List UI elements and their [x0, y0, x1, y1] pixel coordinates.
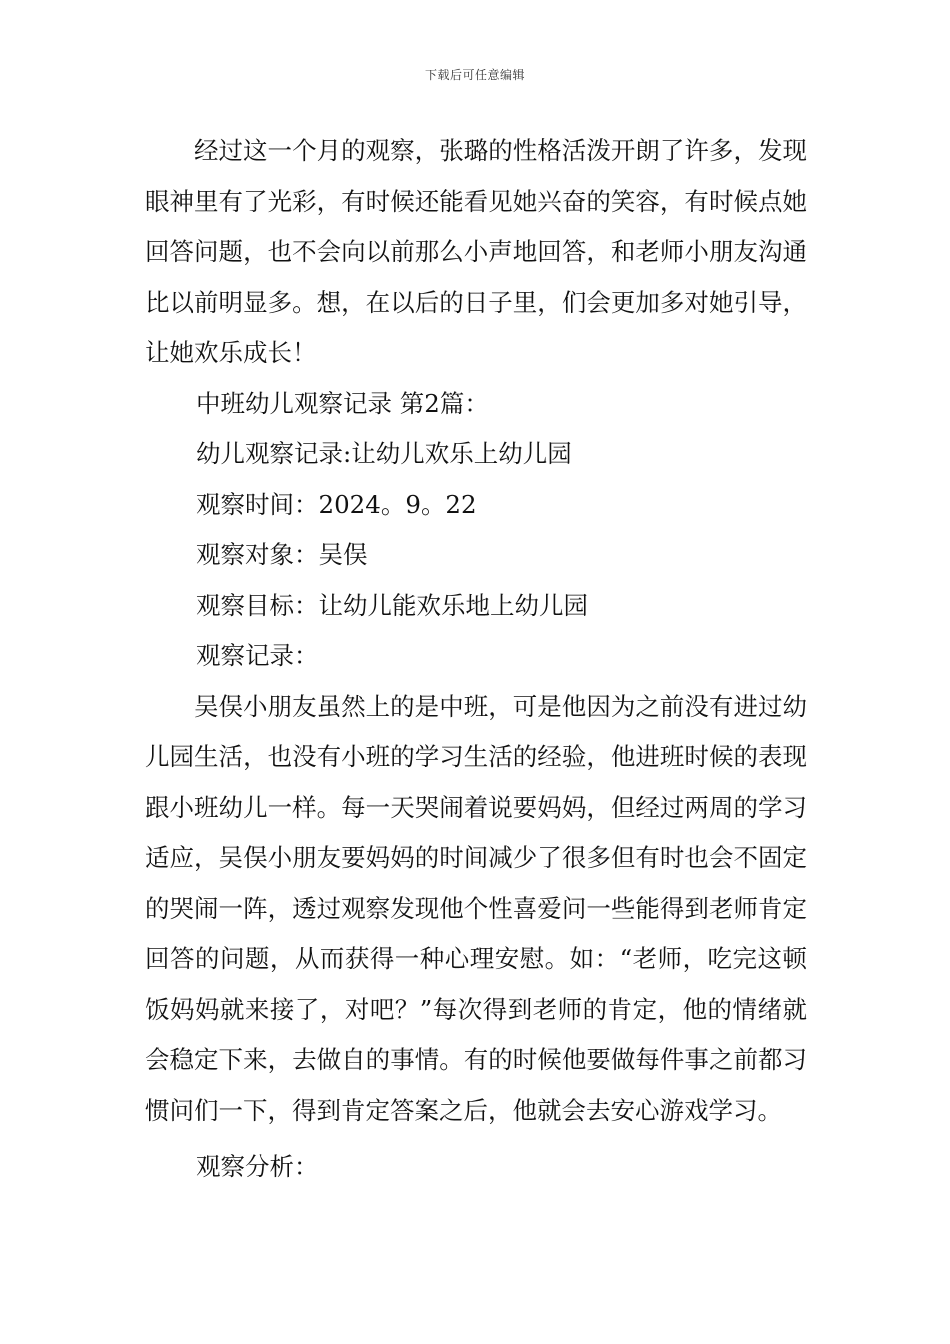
record-title: 幼儿观察记录:让幼儿欢乐上幼儿园 — [196, 439, 572, 468]
document-body — [145, 126, 807, 1193]
page-header: 下载后可任意编辑 — [424, 68, 525, 82]
article-heading: 中班幼儿观察记录 第2篇： — [196, 388, 489, 418]
observe-goal: 观察目标：让幼儿能欢乐地上幼儿园 — [196, 590, 588, 620]
analysis-label: 观察分析： — [196, 1152, 319, 1181]
record-label: 观察记录： — [196, 641, 319, 670]
observe-time: 观察时间：2024。9。22 — [196, 489, 477, 519]
paragraph-intro: 经过这一个月的观察，张璐的性格活泼开朗了许多，发现眼神里有了光彩，有时候还能看见她兴奋的笑容，有时候点她回答问题，也不会向以前那么小声地回答，和老师小朋友沟通比以前明显多。想，在以后的日子里，们会更加多对她引导，让她欢乐成长！ — [145, 136, 807, 367]
observe-subject: 观察对象：吴俣 — [196, 540, 368, 569]
paragraph-record: 吴俣小朋友虽然上的是中班，可是他因为之前没有进过幼儿园生活，也没有小班的学习生活的经验，他进班时候的表现跟小班幼儿一样。每一天哭闹着说要妈妈，但经过两周的学习适应，吴俣小朋友要妈妈的时间减少了很多但有时也会不固定的哭闹一阵，透过观察发现他个性喜爱问一些能得到老师肯定回答的问题，从而获得一种心理安慰。如：“老师，吃完这顿饭妈妈就来接了，对吧？”每次得到老师的肯定，他的情绪就会稳定下来，去做自的事情。有的时候他要做每件事之前都习惯问们一下，得到肯定答案之后，他就会去安心游戏学习。 — [145, 691, 807, 1125]
